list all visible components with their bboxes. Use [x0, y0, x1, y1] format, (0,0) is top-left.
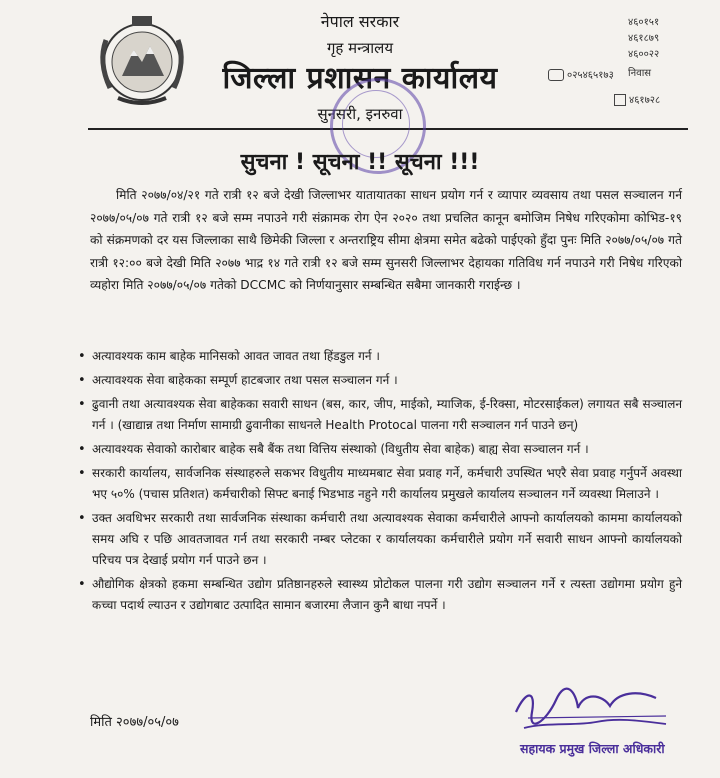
- fax-line: [548, 69, 614, 81]
- list-item: • अत्यावश्यक काम बाहेक मानिसको आवत जावत तथा हिंडडुल गर्न ।: [78, 346, 682, 367]
- office-location: सुनसरी, इनरुवा: [317, 105, 403, 123]
- list-item: • अत्यावश्यक सेवा बाहेकका सम्पूर्ण हाटबजार तथा पसल सञ्चालन गर्न ।: [78, 370, 682, 391]
- fax-number: ०२५४६५१७३: [567, 70, 614, 81]
- fax-icon: [548, 69, 564, 81]
- phone-box-icon: [614, 94, 626, 106]
- signer-title: सहायक प्रमुख जिल्ला अधिकारी: [520, 741, 665, 756]
- list-item: • औद्योगिक क्षेत्रको हकमा सम्बन्धित उद्योग प्रतिष्ठानहरुले स्वास्थ्य प्रोटोकल पालना गरी उद्योग सञ्चालन गर्ने र त्यस्ता उद्योगमा प्रयोग हुने कच्चा पदार्थ ल्याउन र उद्योगबाट उत्पादित सामान बजारमा लैजान कुनै बाधा नपर्ने ।: [78, 574, 682, 616]
- residence-label: निवास: [628, 68, 652, 79]
- residence-line: [614, 94, 660, 106]
- notice-date: मिति २०७७/०५/०७: [90, 715, 179, 730]
- government-name: नेपाल सरकार: [320, 12, 400, 31]
- ministry-name: गृह मन्त्रालय: [326, 39, 394, 57]
- list-item: • सरकारी कार्यालय, सार्वजनिक संस्थाहरुले सकभर विधुतीय माध्यमबाट सेवा प्रवाह गर्ने, कर्मचारी उपस्थित भएरै सेवा प्रवाह गर्नुपर्ने अवस्था भए ५०% (पचास प्रतिशत) कर्मचारीको सिफ्ट बनाई भिडभाड नहुने गरी कार्यालय प्रमुखले कार्यालय सञ्चालन गर्ने व्यवस्था मिलाउने ।: [78, 463, 682, 505]
- contact-number-3: ४६००२२: [628, 49, 660, 60]
- restriction-list: [78, 346, 682, 619]
- list-item: • ढुवानी तथा अत्यावश्यक सेवा बाहेकका सवारी साधन (बस, कार, जीप, माईको, म्याजिक, ई-रिक्सा, मोटरसाईकल) लगायत सबै सञ्चालन गर्न । (खाद्यान्न तथा निर्माण सामाग्री ढुवानीका साधनले Health Protocal पालना गरी सञ्चालन गर्न पाउने छन्): [78, 394, 682, 436]
- office-name: जिल्ला प्रशासन कार्यालय: [222, 61, 498, 96]
- notice-title: सुचना ! सूचना !! सूचना !!!: [240, 150, 480, 175]
- contact-number-1: ४६०१५१: [628, 17, 660, 28]
- list-item: • उक्त अवधिभर सरकारी तथा सार्वजनिक संस्थाका कर्मचारी तथा अत्यावश्यक सेवाका कर्मचारीले आफ्नो कार्यालयको काममा कार्यालयको समय अघि र पछि आवतजावत गर्न तथा सरकारी नम्बर प्लेटका र कार्यालयका कर्मचारीले प्रयोग गर्ने सवारी साधन आफ्नो कार्यालयको परिचय पत्र देखाई प्रयोग गर्न पाउने छन ।: [78, 508, 682, 571]
- residence-number: ४६१७२८: [629, 95, 661, 106]
- contact-number-2: ४६१८७९: [628, 33, 660, 44]
- list-item: • अत्यावश्यक सेवाको कारोबार बाहेक सबै बैंक तथा वित्तिय संस्थाको (विधुतीय सेवा बाहेक) बाह्य सेवा सञ्चालन गर्न ।: [78, 439, 682, 460]
- signature: [506, 682, 676, 738]
- notice-intro: मिति २०७७/०४/२१ गते रात्री १२ बजे देखी जिल्लाभर यातायातका साधन प्रयोग गर्न र व्यापार व्यवसाय तथा पसल सञ्चालन गर्न २०७७/०५/०७ गते रात्री १२ बजे सम्म नपाउने गरी संक्रामक रोग ऐन २०२० तथा प्रचलित कानून बमोजिम निषेध गरिएकोमा कोभिड-१९ को संक्रमणको दर यस जिल्लाका साथै छिमेकी जिल्ला र अन्तराष्ट्रिय सीमा क्षेत्रमा समेत बढेको पाईएको हुँदा पुनः मिति २०७७/०५/०७ गते रात्री १२:०० बजे देखी मिति २०७७ भाद्र १४ गते रात्री १२ बजे सम्म सुनसरी जिल्लाभर देहायका गतिविध गर्न नपाउने गरी निषेध गरिएको व्यहोरा मिति २०७७/०५/०७ गतेको DCCMC को निर्णयानुसार सम्बन्धित सबैमा जानकारी गराईन्छ ।: [90, 188, 682, 292]
